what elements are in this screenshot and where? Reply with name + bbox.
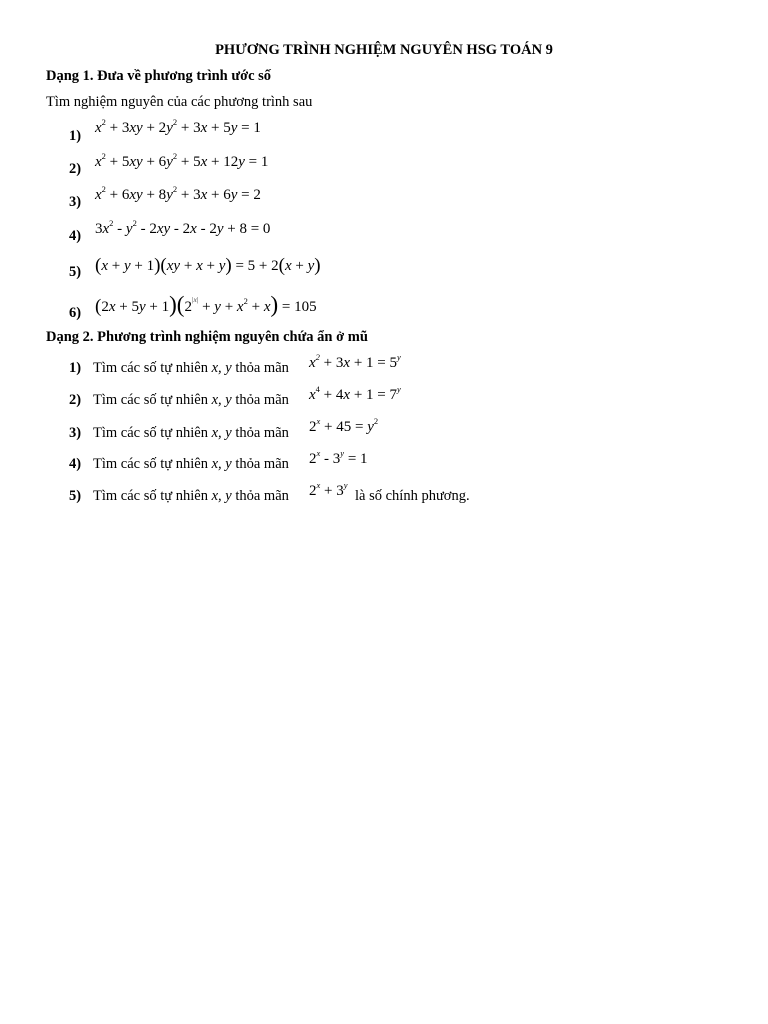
item-prompt: Tìm các số tự nhiên x, y thỏa mãn xyxy=(93,488,289,504)
item-prompt: Tìm các số tự nhiên x, y thỏa mãn xyxy=(93,392,289,408)
item-number: 4) xyxy=(69,456,82,472)
equation: $x^2 + 3x + 1 = 5^y$ xyxy=(309,352,401,371)
item-number: 1) xyxy=(69,360,82,376)
item-number: 5) xyxy=(69,488,82,504)
item-number: 2) xyxy=(69,392,82,408)
item-prompt: Tìm các số tự nhiên x, y thỏa mãn xyxy=(93,456,289,472)
equation: $2^x + 45 = y^2$ xyxy=(309,416,379,435)
item-tail: là số chính phương. xyxy=(355,488,470,504)
item-number: 5) xyxy=(69,264,82,280)
item-prompt: Tìm các số tự nhiên x, y thỏa mãn xyxy=(93,360,289,376)
equation: (x + y + 1)(xy + x + y) = 5 + 2(x + y) xyxy=(95,255,321,276)
page-title: PHƯƠNG TRÌNH NGHIỆM NGUYÊN HSG TOÁN 9 xyxy=(215,42,553,58)
equation: $x^2 + 3xy + 2y^2 + 3x + 5y = 1$ xyxy=(95,117,261,136)
section-1-intro: Tìm nghiệm nguyên của các phương trình sau xyxy=(46,94,313,110)
equation: $x^4 + 4x + 1 = 7^y$ xyxy=(309,384,401,403)
section-2-heading: Dạng 2. Phương trình nghiệm nguyên chứa ẩn ở mũ xyxy=(46,329,368,345)
item-prompt: Tìm các số tự nhiên x, y thỏa mãn xyxy=(93,425,289,441)
equation: $3x^2 - y^2 - 2xy - 2x - 2y + 8 = 0$ xyxy=(95,218,271,237)
equation: $x^2 + 6xy + 8y^2 + 3x + 6y = 2$ xyxy=(95,184,261,203)
item-number: 3) xyxy=(69,425,82,441)
equation: $(2x + 5y + 1)(2^{|x|} + y + x^2 + x) = 105$ xyxy=(95,292,317,317)
item-number: 3) xyxy=(69,194,82,210)
section-1-heading: Dạng 1. Đưa về phương trình ước số xyxy=(46,68,272,84)
equation: $2^x + 3^y$ xyxy=(309,480,348,499)
equation: $x^2 + 5xy + 6y^2 + 5x + 12y = 1$ xyxy=(95,151,269,170)
item-number: 2) xyxy=(69,161,82,177)
item-number: 1) xyxy=(69,128,82,144)
equation: $2^x - 3^y = 1$ xyxy=(309,448,368,467)
item-number: 4) xyxy=(69,228,82,244)
item-number: 6) xyxy=(69,305,82,321)
